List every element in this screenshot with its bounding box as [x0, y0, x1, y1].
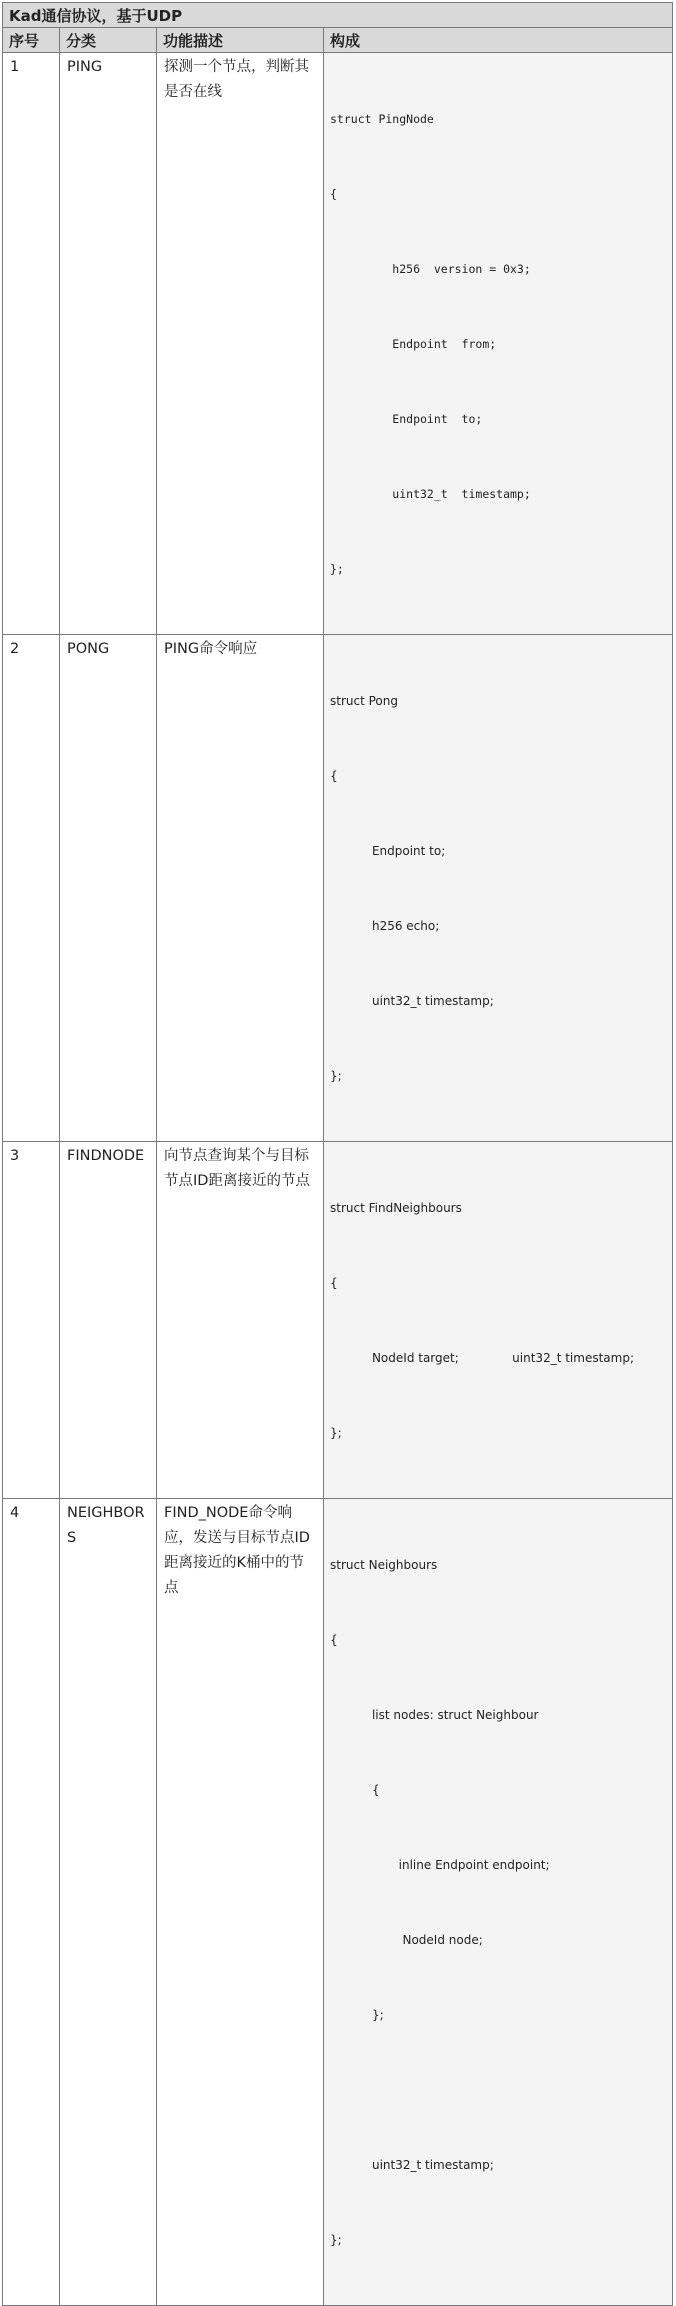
code-line: NodeId node; — [330, 1933, 483, 1947]
code-line: }; — [330, 562, 344, 576]
code-line: struct PingNode — [330, 112, 434, 126]
code-line: struct FindNeighbours — [330, 1201, 462, 1215]
row-seq: 3 — [3, 1142, 60, 1499]
row-desc: FIND_NODE命令响应，发送与目标节点ID距离接近的K桶中的节点 — [157, 1499, 324, 2306]
kad-protocol-table — [2, 2, 673, 2306]
code-line: { — [330, 769, 338, 783]
table-row — [3, 1499, 673, 2306]
code-line — [330, 2078, 668, 2103]
table-row — [3, 635, 673, 1142]
row-seq: 2 — [3, 635, 60, 1142]
row-struct-code — [324, 53, 673, 635]
code-line: struct Pong — [330, 694, 398, 708]
row-seq: 4 — [3, 1499, 60, 2306]
code-line: Endpoint to; — [330, 412, 483, 426]
header-desc: 功能描述 — [157, 28, 324, 53]
code-line: }; — [330, 1426, 342, 1440]
code-line: }; — [330, 1069, 342, 1083]
code-line: Endpoint from; — [330, 337, 497, 351]
code-line: h256 echo; — [330, 919, 440, 933]
header-seq: 序号 — [3, 28, 60, 53]
code-line: }; — [330, 2233, 342, 2247]
code-line: Endpoint to; — [330, 844, 446, 858]
row-category: FINDNODE — [60, 1142, 157, 1499]
row-desc: PING命令响应 — [157, 635, 324, 1142]
code-line: { — [330, 187, 337, 201]
code-line: { — [330, 1783, 380, 1797]
code-line: { — [330, 1633, 338, 1647]
code-line: uint32_t timestamp; — [330, 994, 494, 1008]
code-line: uint32_t timestamp; — [330, 487, 531, 501]
row-struct-code — [324, 1499, 673, 2306]
code-line: inline Endpoint endpoint; — [330, 1858, 550, 1872]
row-struct-code — [324, 1142, 673, 1499]
code-line: }; — [330, 2008, 384, 2022]
code-line: h256 version = 0x3; — [330, 262, 531, 276]
header-struct: 构成 — [324, 28, 673, 53]
row-desc: 探测一个节点，判断其是否在线 — [157, 53, 324, 635]
header-category: 分类 — [60, 28, 157, 53]
header-row — [3, 28, 673, 53]
code-line: struct Neighbours — [330, 1558, 438, 1572]
row-desc: 向节点查询某个与目标节点ID距离接近的节点 — [157, 1142, 324, 1499]
row-struct-code — [324, 635, 673, 1142]
row-category: PING — [60, 53, 157, 635]
code-line: uint32_t timestamp; — [330, 2158, 494, 2172]
code-line: NodeId target; uint32_t timestamp; — [330, 1351, 634, 1365]
row-category: NEIGHBORS — [60, 1499, 157, 2306]
table-row — [3, 53, 673, 635]
table-title: Kad通信协议，基于UDP — [3, 3, 673, 28]
row-category: PONG — [60, 635, 157, 1142]
code-line: { — [330, 1276, 338, 1290]
table-row — [3, 1142, 673, 1499]
code-line: list nodes: struct Neighbour — [330, 1708, 539, 1722]
row-seq: 1 — [3, 53, 60, 635]
